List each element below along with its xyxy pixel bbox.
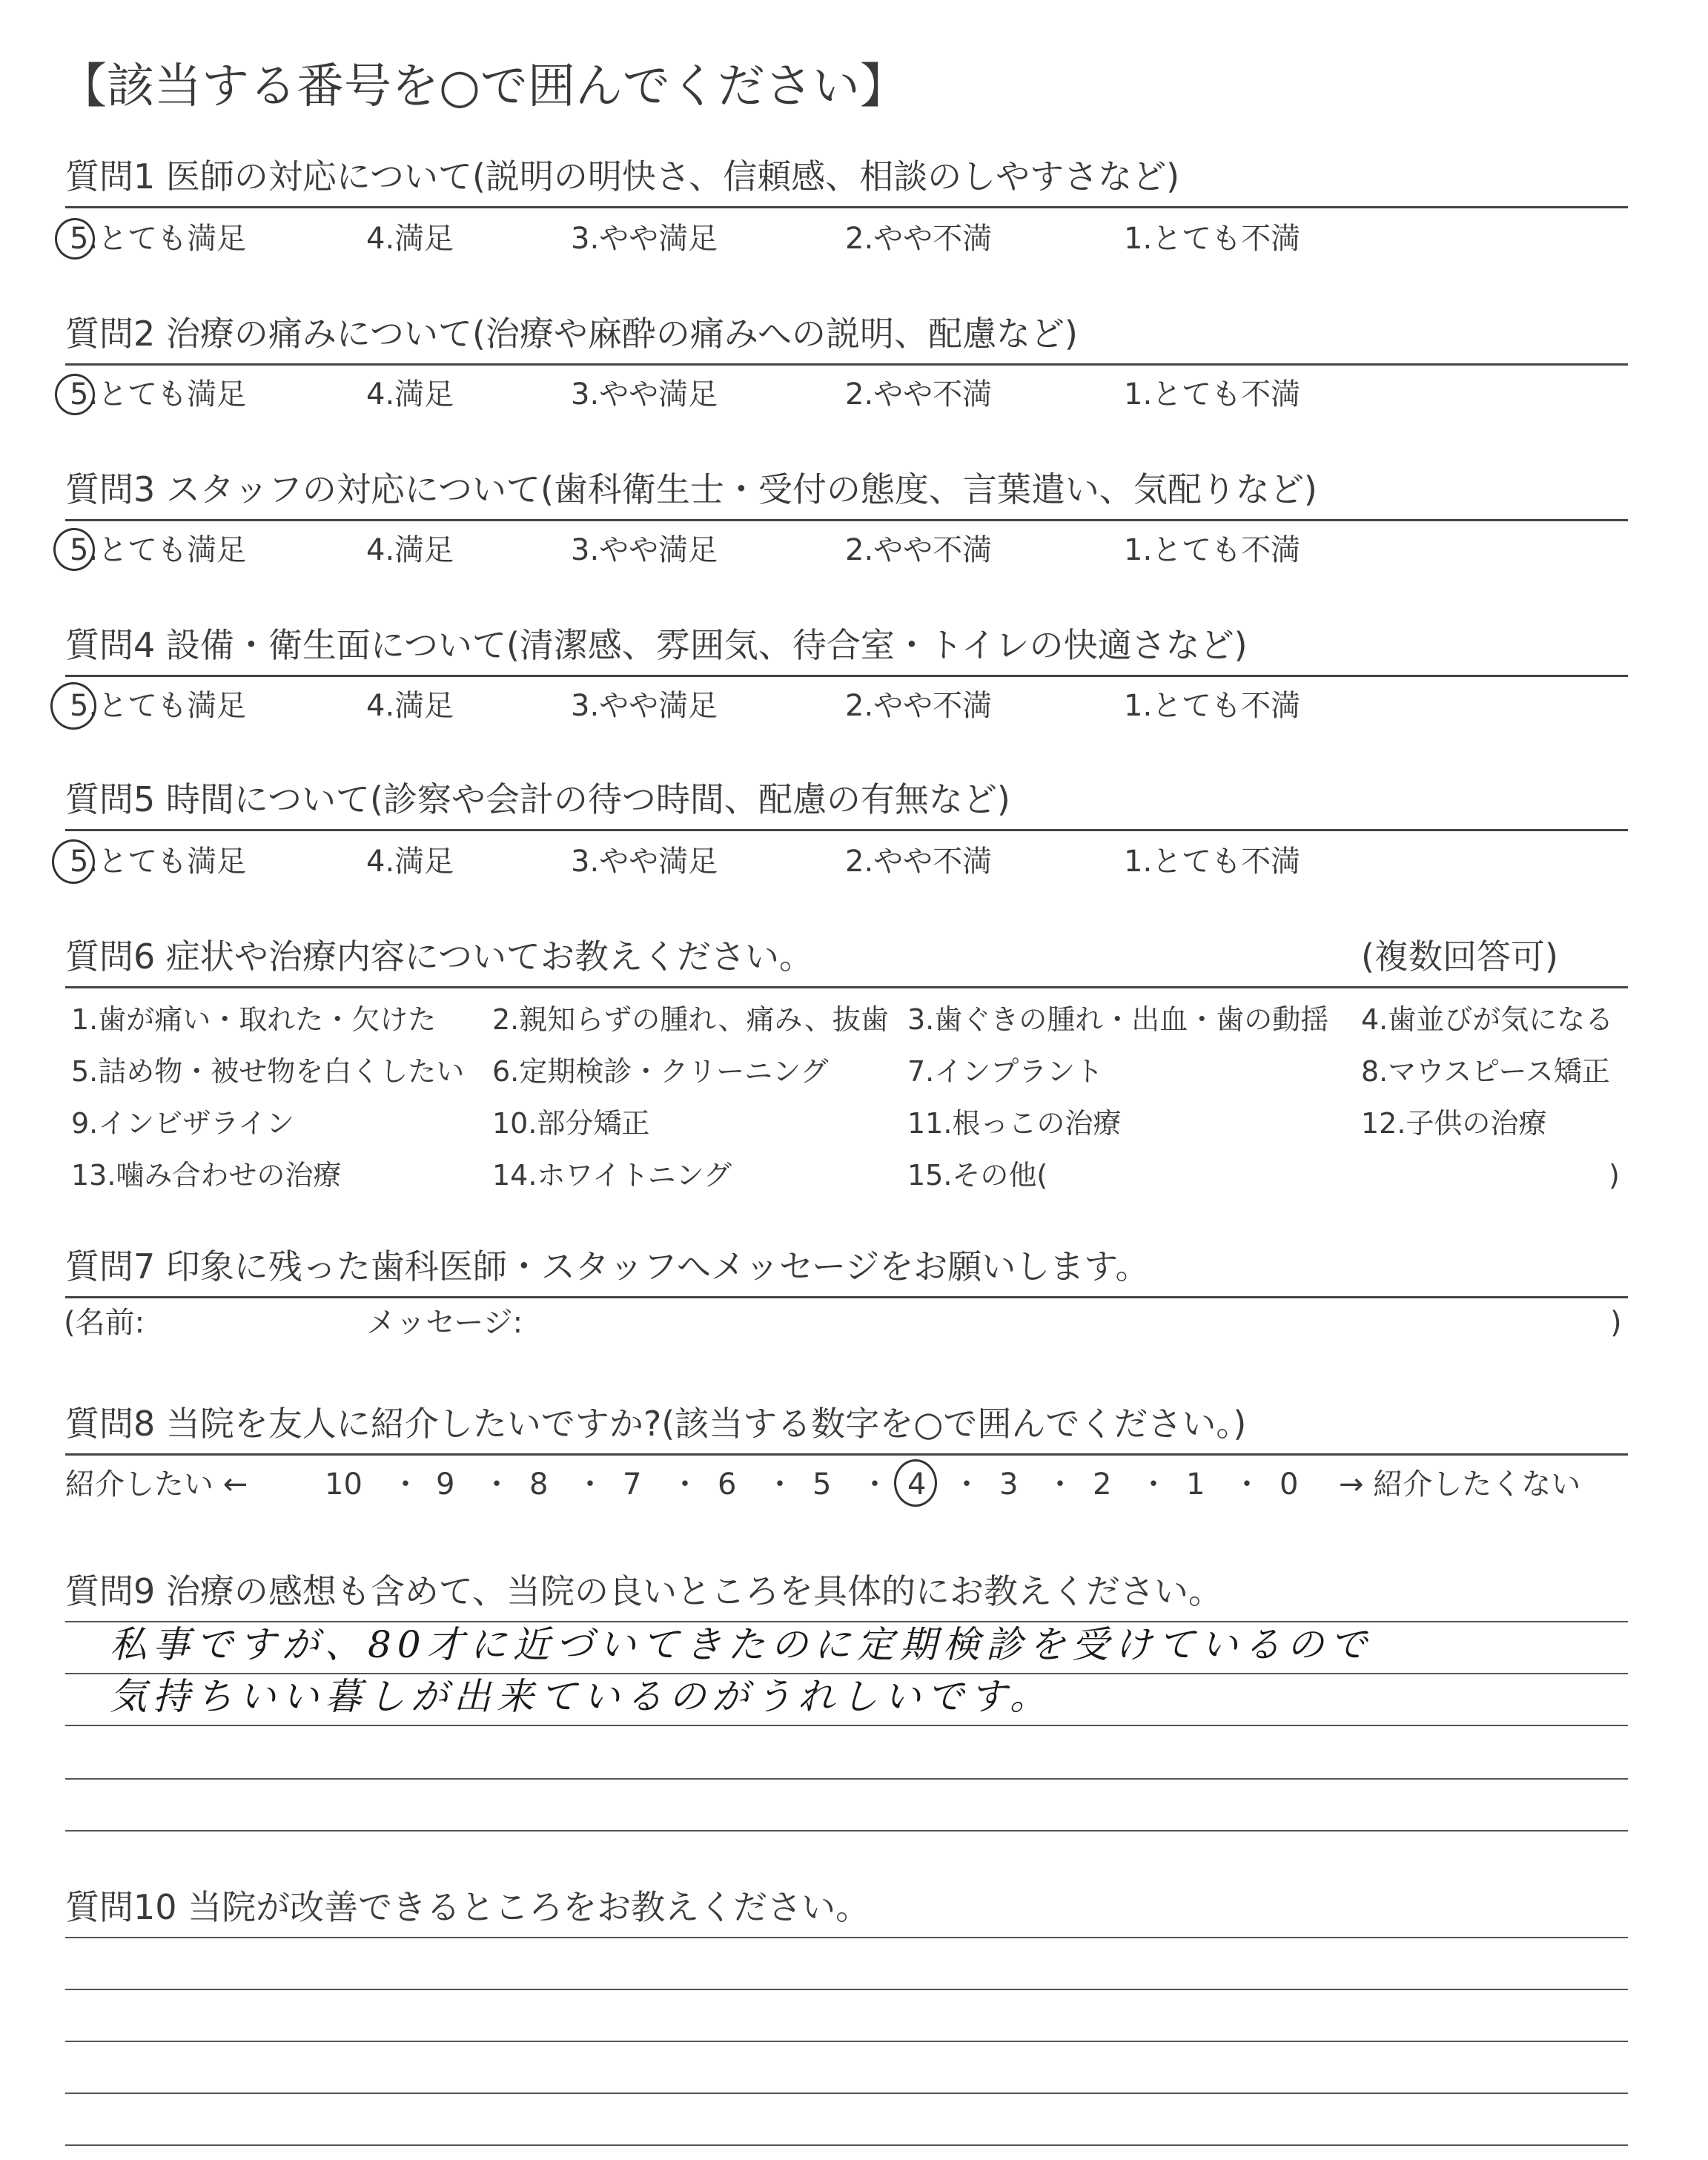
q6-option[interactable]: 13.噛み合わせの治療 [71,1159,342,1192]
q8-scale-value[interactable]: 3 [999,1467,1019,1502]
q2-option-2[interactable]: 2.やや不満 [845,377,993,412]
q3-option-3[interactable]: 3.やや満足 [571,533,718,567]
q4-option-5[interactable]: 5.とても満足 [70,689,247,723]
q4-option-2[interactable]: 2.やや不満 [845,689,993,723]
q6-option[interactable]: 8.マウスピース矯正 [1361,1055,1610,1088]
q6-other-close: ) [1609,1159,1620,1192]
divider [65,519,1628,521]
dot-separator: ・ [575,1467,605,1502]
q8-scale-value[interactable]: 2 [1093,1467,1112,1502]
dot-separator: ・ [482,1467,512,1502]
q4-option-4[interactable]: 4.満足 [366,689,454,723]
q6-option[interactable]: 1.歯が痛い・取れた・欠けた [71,1003,437,1036]
q8-scale-value[interactable]: 7 [623,1467,642,1502]
q8-label: 質問8 当院を友人に紹介したいですか?(該当する数字を○で囲んでください。) [65,1404,1247,1444]
q2-option-3[interactable]: 3.やや満足 [571,377,718,412]
q6-option[interactable]: 11.根っこの治療 [907,1107,1122,1140]
q6-option[interactable]: 5.詰め物・被せ物を白くしたい [71,1055,465,1088]
q3-option-4[interactable]: 4.満足 [366,533,454,567]
answer-line [65,1937,1628,1938]
q6-option[interactable]: 4.歯並びが気になる [1361,1003,1614,1036]
q3-option-2[interactable]: 2.やや不満 [845,533,993,567]
q3-option-1[interactable]: 1.とても不満 [1124,533,1301,567]
q2-option-4[interactable]: 4.満足 [366,377,454,412]
q8-scale-value[interactable]: 9 [436,1467,455,1502]
q5-option-5[interactable]: 5.とても満足 [70,845,247,879]
selection-circle [55,374,95,415]
q2-option-5[interactable]: 5.とても満足 [70,377,247,412]
q8-scale-value[interactable]: 1 [1186,1467,1205,1502]
q9-label: 質問9 治療の感想も含めて、当院の良いところを具体的にお教えください。 [65,1571,1222,1611]
divider [65,363,1628,366]
q8-scale-value[interactable]: 4 [907,1467,927,1502]
q8-left-label: 紹介したい ← [65,1467,248,1502]
q6-option[interactable]: 14.ホワイトニング [492,1159,732,1192]
answer-line [65,1830,1628,1832]
q1-option-4[interactable]: 4.満足 [366,222,454,256]
q4-label: 質問4 設備・衛生面について(清潔感、雰囲気、待合室・トイレの快適さなど) [65,625,1248,665]
answer-line [65,2041,1628,2042]
q4-option-3[interactable]: 3.やや満足 [571,689,718,723]
q5-label: 質問5 時間について(診察や会計の待つ時間、配慮の有無など) [65,779,1010,819]
q5-option-1[interactable]: 1.とても不満 [1124,845,1301,879]
selection-circle [53,528,95,571]
answer-line [65,2093,1628,2094]
q8-scale-value[interactable]: 10 [325,1467,363,1502]
q6-option[interactable]: 6.定期検診・クリーニング [492,1055,829,1088]
q5-option-2[interactable]: 2.やや不満 [845,845,993,879]
dot-separator: ・ [952,1467,982,1502]
selection-circle [55,218,95,260]
answer-line [65,1989,1628,1990]
dot-separator: ・ [1232,1467,1262,1502]
q6-note: (複数回答可) [1361,937,1558,977]
answer-line [65,2144,1628,2146]
q1-option-5[interactable]: 5.とても満足 [70,222,247,256]
q9-answer-line-2: 気持ちいい暮しが出来ているのがうれしいです。 [110,1675,1053,1718]
q4-option-1[interactable]: 1.とても不満 [1124,689,1301,723]
q7-close: ) [1610,1306,1622,1340]
q3-label: 質問3 スタッフの対応について(歯科衛生士・受付の態度、言葉遣い、気配りなど) [65,469,1317,509]
answer-line [65,1778,1628,1780]
q6-option[interactable]: 7.インプラント [907,1055,1104,1088]
page-title: 【該当する番号を○で囲んでください】 [59,59,907,114]
q7-name-label: (名前: [64,1306,145,1340]
q1-option-2[interactable]: 2.やや不満 [845,222,993,256]
divider [65,986,1628,988]
q1-option-1[interactable]: 1.とても不満 [1124,222,1301,256]
q6-option[interactable]: 10.部分矯正 [492,1107,650,1140]
q6-option[interactable]: 9.インビザライン [71,1107,295,1140]
divider [65,1453,1628,1456]
selection-circle [894,1459,937,1507]
q8-right-label: → 紹介したくない [1339,1467,1581,1502]
q7-message-label: メッセージ: [366,1306,523,1340]
q9-answer-line-1: 私事ですが、80才に近づいてきたのに定期検診を受けているので [110,1623,1373,1666]
q6-option[interactable]: 12.子供の治療 [1361,1107,1547,1140]
q2-option-1[interactable]: 1.とても不満 [1124,377,1301,412]
q2-label: 質問2 治療の痛みについて(治療や麻酔の痛みへの説明、配慮など) [65,314,1078,354]
q8-scale-value[interactable]: 8 [529,1467,549,1502]
selection-circle [50,682,96,730]
q6-option[interactable]: 2.親知らずの腫れ、痛み、抜歯 [492,1003,889,1036]
selection-circle [52,839,95,884]
q5-option-4[interactable]: 4.満足 [366,845,454,879]
dot-separator: ・ [1139,1467,1168,1502]
q5-option-3[interactable]: 3.やや満足 [571,845,718,879]
divider [65,206,1628,208]
q8-scale-value[interactable]: 0 [1280,1467,1299,1502]
divider [65,1296,1628,1298]
dot-separator: ・ [765,1467,795,1502]
answer-line [65,1725,1628,1726]
divider [65,675,1628,677]
dot-separator: ・ [1045,1467,1075,1502]
dot-separator: ・ [670,1467,700,1502]
q1-label: 質問1 医師の対応について(説明の明快さ、信頼感、相談のしやすさなど) [65,156,1180,196]
q6-option[interactable]: 15.その他( [907,1159,1048,1192]
divider [65,829,1628,831]
q10-label: 質問10 当院が改善できるところをお教えください。 [65,1887,870,1927]
q7-label: 質問7 印象に残った歯科医師・スタッフへメッセージをお願いします。 [65,1246,1150,1287]
q3-option-5[interactable]: 5.とても満足 [70,533,247,567]
q8-scale-value[interactable]: 6 [718,1467,737,1502]
q8-scale-value[interactable]: 5 [812,1467,832,1502]
dot-separator: ・ [860,1467,890,1502]
dot-separator: ・ [391,1467,420,1502]
q1-option-3[interactable]: 3.やや満足 [571,222,718,256]
q6-option[interactable]: 3.歯ぐきの腫れ・出血・歯の動揺 [907,1003,1329,1036]
q6-label: 質問6 症状や治療内容についてお教えください。 [65,937,813,977]
